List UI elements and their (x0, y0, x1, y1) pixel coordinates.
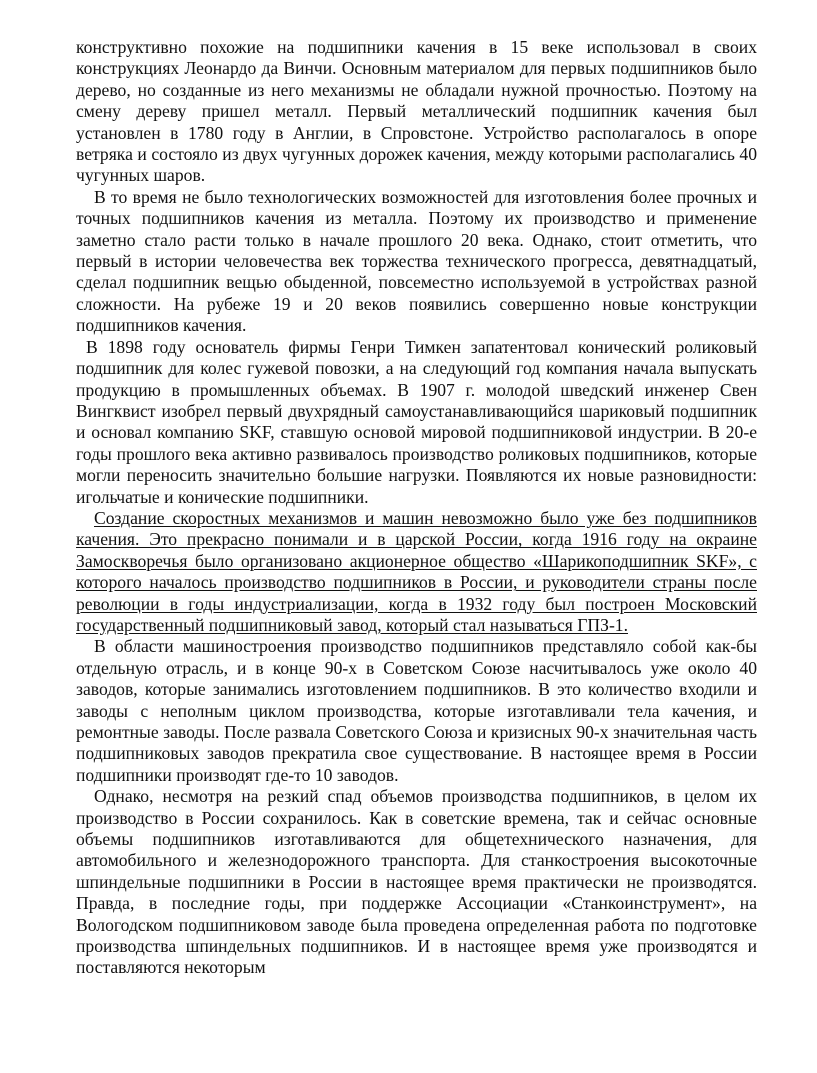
paragraph-modern-production: Однако, несмотря на резкий спад объемов производства подшипников, в целом их производство в России сохранилось. Как в советские времена, так и сейчас основные объемы подшипников изготавливаются для общетехнического назначения, для автомобильного и железнодорожного транспорта. Для станкостроения высокоточные шпиндельные подшипники в России в настоящее время практически не производятся. Правда, в последние годы, при поддержке Ассоциации «Станкоинструмент», на Вологодском подшипниковом заводе была проведена определенная работа по подготовке производства шпиндельных подшипников. И в настоящее время уже производятся и поставляются некоторым (76, 786, 757, 978)
document-page (76, 37, 757, 979)
paragraph-russia-gpz1: Создание скоростных механизмов и машин невозможно было уже без подшипников качения. Это прекрасно понимали и в царской России, когда 1916 году на окраине Замоскворечья было организовано акционерное общество «Шарикоподшипник SKF», с которого началось производство подшипников в России, и руководители страны после революции в годы индустриализации, когда в 1932 году был построен Московский государственный подшипниковый завод, который стал называться ГПЗ-1. (76, 507, 757, 635)
paragraph-history-leonardo: конструктивно похожие на подшипники качения в 15 веке использовал в своих конструкциях Леонардо да Винчи. Основным материалом для первых подшипников было дерево, но созданные из него механизмы не обладали нужной прочностью. Поэтому на смену дереву пришел металл. Первый металлический подшипник качения был установлен в 1780 году в Англии, в Спровстоне. Устройство располагалось в опоре ветряка и состояло из двух чугунных дорожек качения, между которыми располагались 40 чугунных шаров. (76, 37, 757, 186)
paragraph-timken-skf: В 1898 году основатель фирмы Генри Тимкен запатентовал конический роликовый подшипник для колес гужевой повозки, а на следующий год компания начала выпускать продукцию в промышленных объемах. В 1907 г. молодой шведский инженер Свен Вингквист изобрел первый двухрядный самоустанавливающийся шариковый подшипник и основал компанию SKF, ставшую основой мировой подшипниковой индустрии. В 20-е годы прошлого века активно развивалось производство роликовых подшипников, которые могли переносить значительно большие нагрузки. Появляются их новые разновидности: игольчатые и конические подшипники. (76, 336, 757, 507)
paragraph-soviet-industry: В области машиностроения производство подшипников представляло собой как-бы отдельную отрасль, и в конце 90-х в Советском Союзе насчитывалось уже около 40 заводов, которые занимались изготовлением подшипников. В это количество входили и заводы с неполным циклом производства, которые изготавливали тела качения, и ремонтные заводы. После развала Советского Союза и кризисных 90-х значительная часть подшипниковых заводов прекратила свое существование. В настоящее время в России подшипники производят где-то 10 заводов. (76, 636, 757, 785)
paragraph-technological-limits: В то время не было технологических возможностей для изготовления более прочных и точных подшипников качения из металла. Поэтому их производство и применение заметно стало расти только в начале прошлого 20 века. Однако, стоит отметить, что первый в истории человечества век торжества технического прогресса, девятнадцатый, сделал подшипник вещью обыденной, повсеместно используемой в устройствах разной сложности. На рубеже 19 и 20 веков появились совершенно новые конструкции подшипников качения. (76, 186, 757, 336)
